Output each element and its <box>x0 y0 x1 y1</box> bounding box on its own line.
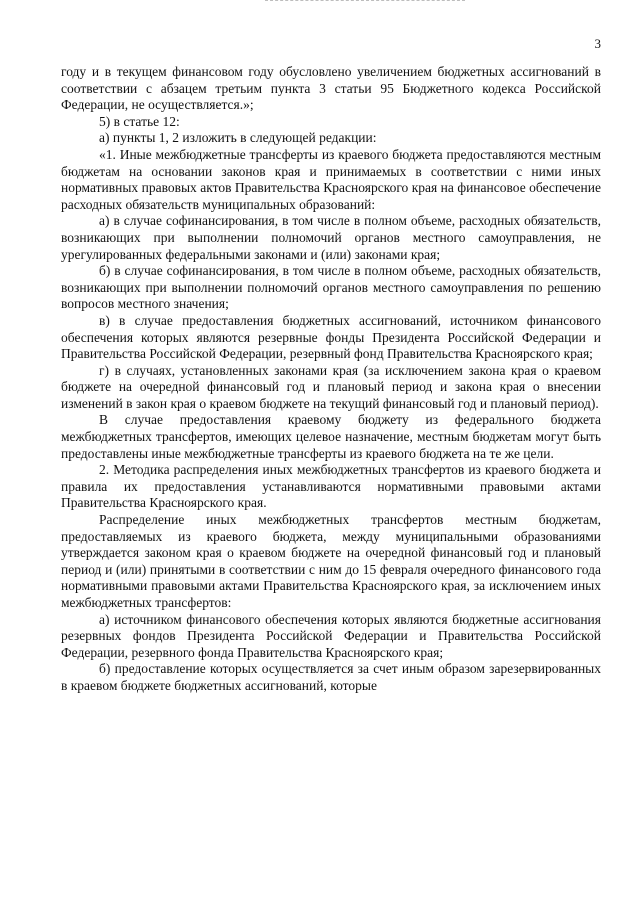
document-body <box>61 64 601 695</box>
paragraph-clause-1: «1. Иные межбюджетные трансферты из краевого бюджета предоставляются местным бюджетам на основании законов края и принимаемых в соответствии с ними иных нормативных правовых актов Правительства Красноярского края на финансовое обеспечение расходных обязательств муниципальных образований: <box>61 146 601 212</box>
paragraph-continuation: году и в текущем финансовом году обусловлено увеличением бюджетных ассигнований в соответствии с абзацем третьим пункта 3 статьи 95 Бюджетного кодекса Российской Федерации, не осуществляется.»; <box>61 64 601 113</box>
paragraph-sub-a: а) пункты 1, 2 изложить в следующей редакции: <box>99 130 377 146</box>
paragraph-exception-b: б) предоставление которых осуществляется за счет иным образом зарезервированных в краевом бюджете бюджетных ассигнований, которые <box>61 661 601 693</box>
paragraph-distribution: Распределение иных межбюджетных трансфертов местным бюджетам, предоставляемых из краевого бюджета, между муниципальными образованиями утверждается законом края о краевом бюджете на очередной финансовый год и плановый период и (или) принятыми в соответствии с ним до 15 февраля очередного финансового года нормативными правовыми актами Правительства Красноярского края, за исключением иных межбюджетных трансфертов: <box>61 512 601 610</box>
paragraph-federal-transfers: В случае предоставления краевому бюджету из федерального бюджета межбюджетных трансфертов, имеющих целевое назначение, местным бюджетам могут быть предоставлены иные межбюджетные трансферты из краевого бюджета на те же цели. <box>61 412 601 461</box>
scan-edge-mark <box>265 0 465 3</box>
paragraph-clause-2: 2. Методика распределения иных межбюджетных трансфертов из краевого бюджета и правила их предоставления устанавливаются нормативными правовыми актами Правительства Красноярского края. <box>61 462 601 511</box>
paragraph-exception-a: а) источником финансового обеспечения которых являются бюджетные ассигнования резервных фондов Президента Российской Федерации и Правительства Российской Федерации, резервного фонда Правительства Красноярского края; <box>61 611 601 660</box>
paragraph-clause-1g: г) в случаях, установленных законами края (за исключением закона края о краевом бюджете на очередной финансовый год и плановый период и закона края о внесении изменений в закон края о краевом бюджете на текущий финансовый год и плановый период). <box>61 362 601 411</box>
paragraph-clause-1v: в) в случае предоставления бюджетных ассигнований, источником финансового обеспечения которых являются резервные фонды Президента Российской Федерации и Правительства Российской Федерации, резервный фонд Правительства Красноярского края; <box>61 312 601 362</box>
paragraph-clause-1a: а) в случае софинансирования, в том числе в полном объеме, расходных обязательств, возникающих при выполнении полномочий органов местного самоуправления, не урегулированных федеральными законами и (или) законами края; <box>61 213 601 262</box>
paragraph-clause-1b: б) в случае софинансирования, в том числе в полном объеме, расходных обязательств, возникающих при выполнении полномочий органов местного самоуправления по решению вопросов местного значения; <box>61 263 601 312</box>
page-number: 3 <box>594 36 601 51</box>
paragraph-item-5: 5) в статье 12: <box>99 113 180 129</box>
